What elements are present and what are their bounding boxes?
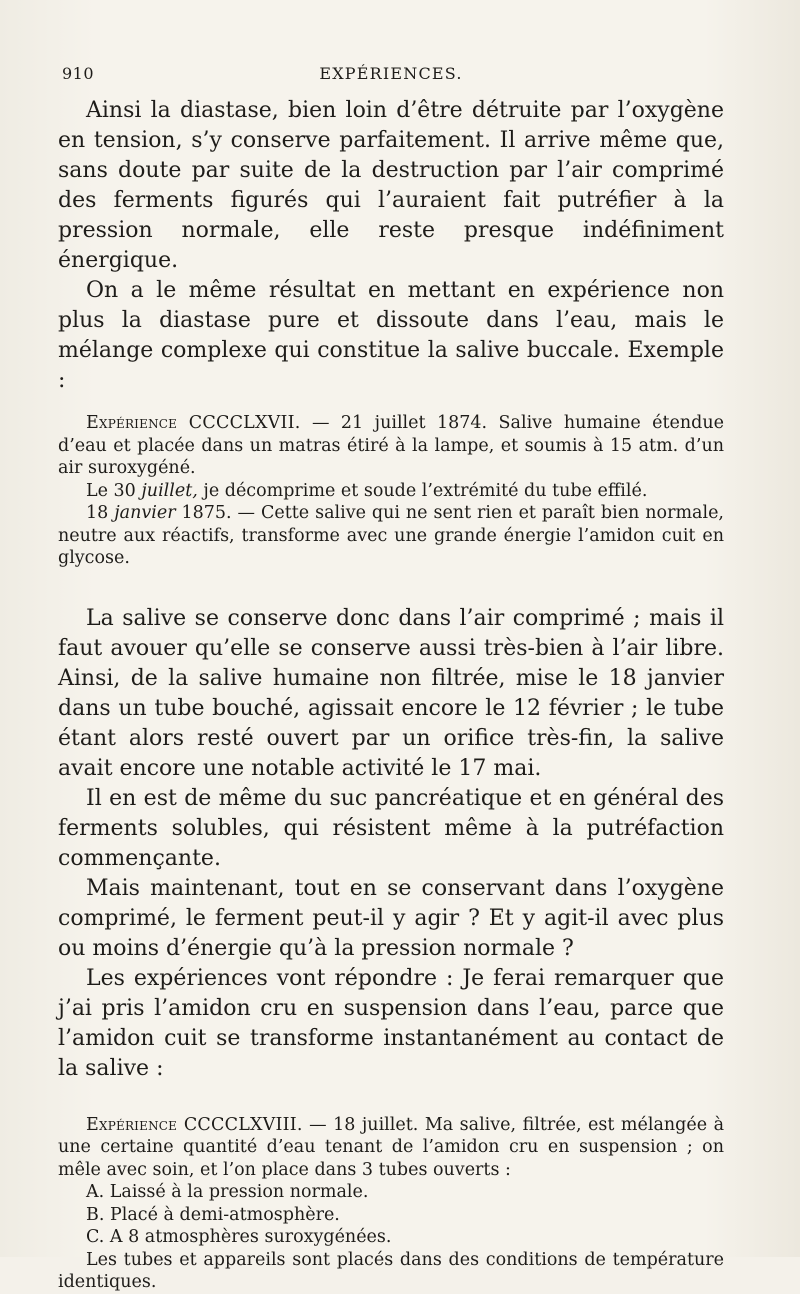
paragraph-salive-conservation: La salive se conserve donc dans l’air comprimé ; mais il faut avouer qu’elle se conserve aussi très-bien à l’air libre. Ainsi, de la salive humaine non filtrée, mise le 18 janvier dans un tube bouché, agissait encore le 12 février ; le tube étant alors resté ouvert par un orifice très-fin, la salive avait encore une notable activité le 17 mai. (58, 605, 724, 781)
experiment-2-intro: — 18 juillet. Ma salive, filtrée, est mélangée à une certaine quantité d’eau tenant de l’amidon cru en suspension ; on mêle avec soin, et l’on place dans 3 tubes ouverts : (58, 1114, 724, 1180)
experiment-1-label: Expérience CCCCLXVII. (86, 413, 301, 433)
experiment-1-line-3-date: janvier (114, 503, 176, 523)
experiment-1-line-2-date: juillet, (141, 480, 198, 501)
experiment-1-line-3-prefix: 18 (86, 503, 115, 523)
experiment-2-closing: Les tubes et appareils sont placés dans des conditions de température identiques. (58, 1249, 724, 1292)
tube-b-item: B. Placé à demi-atmosphère. (86, 1204, 340, 1225)
experiment-2-label: Expérience CCCCLXVIII. (86, 1114, 303, 1135)
paragraph-question-oxygene: Mais maintenant, tout en se conservant dans l’oxygène comprimé, le ferment peut-il y agir ? Et y agit-il avec plus ou moins d’énergie qu’à la pression normale ? (58, 875, 724, 961)
experiment-1-line-2-suffix: je décomprime et soude l’extrémité du tube effilé. (197, 480, 648, 501)
middle-section (58, 604, 724, 1084)
opening-section (58, 96, 724, 396)
paragraph-salive-buccale: On a le même résultat en mettant en expérience non plus la diastase pure et dissoute dans l’eau, mais le mélange complexe qui constitue la salive buccale. Exemple : (58, 278, 724, 393)
paragraph-diastase-conservation: Ainsi la diastase, bien loin d’être détruite par l’oxygène en tension, s’y conserve parfaitement. Il arrive même que, sans doute par suite de la destruction par l’air comprimé des ferments figurés qui l’auraient fait putréfier à la pression normale, elle reste presque indéfiniment énergique. (58, 98, 724, 273)
experiment-1-paragraph (58, 412, 724, 480)
experiment-1-line-2 (58, 480, 724, 503)
running-title: EXPÉRIENCES. (319, 64, 463, 83)
tube-c-item: C. A 8 atmosphères suroxygénées. (86, 1227, 392, 1247)
experiment-block-1 (58, 412, 724, 570)
experiment-1-line-3 (58, 502, 724, 570)
experiment-block-2 (58, 1114, 724, 1294)
page-number: 910 (62, 64, 95, 83)
tube-a-item: A. Laissé à la pression normale. (86, 1182, 369, 1202)
running-head (58, 58, 724, 86)
paragraph-suc-pancreatique: Il en est de même du suc pancréatique et en général des ferments solubles, qui résistent même à la putréfaction commençante. (58, 785, 724, 871)
experiment-2-paragraph (58, 1114, 724, 1182)
paragraph-amidon-cru: Les expériences vont répondre : Je ferai remarquer que j’ai pris l’amidon cru en suspension dans l’eau, parce que l’amidon cuit se transforme instantanément au contact de la salive : (58, 965, 724, 1081)
experiment-1-line-3-suffix: 1875. — Cette salive qui ne sent rien et paraît bien normale, neutre aux réactifs, transforme avec une grande énergie l’amidon cuit en glycose. (58, 503, 724, 568)
experiment-1-intro: — 21 juillet 1874. Salive humaine étendue d’eau et placée dans un matras étiré à la lampe, et soumis à 15 atm. d’un air suroxygéné. (58, 413, 724, 478)
experiment-1-line-2-prefix: Le 30 (86, 480, 142, 501)
